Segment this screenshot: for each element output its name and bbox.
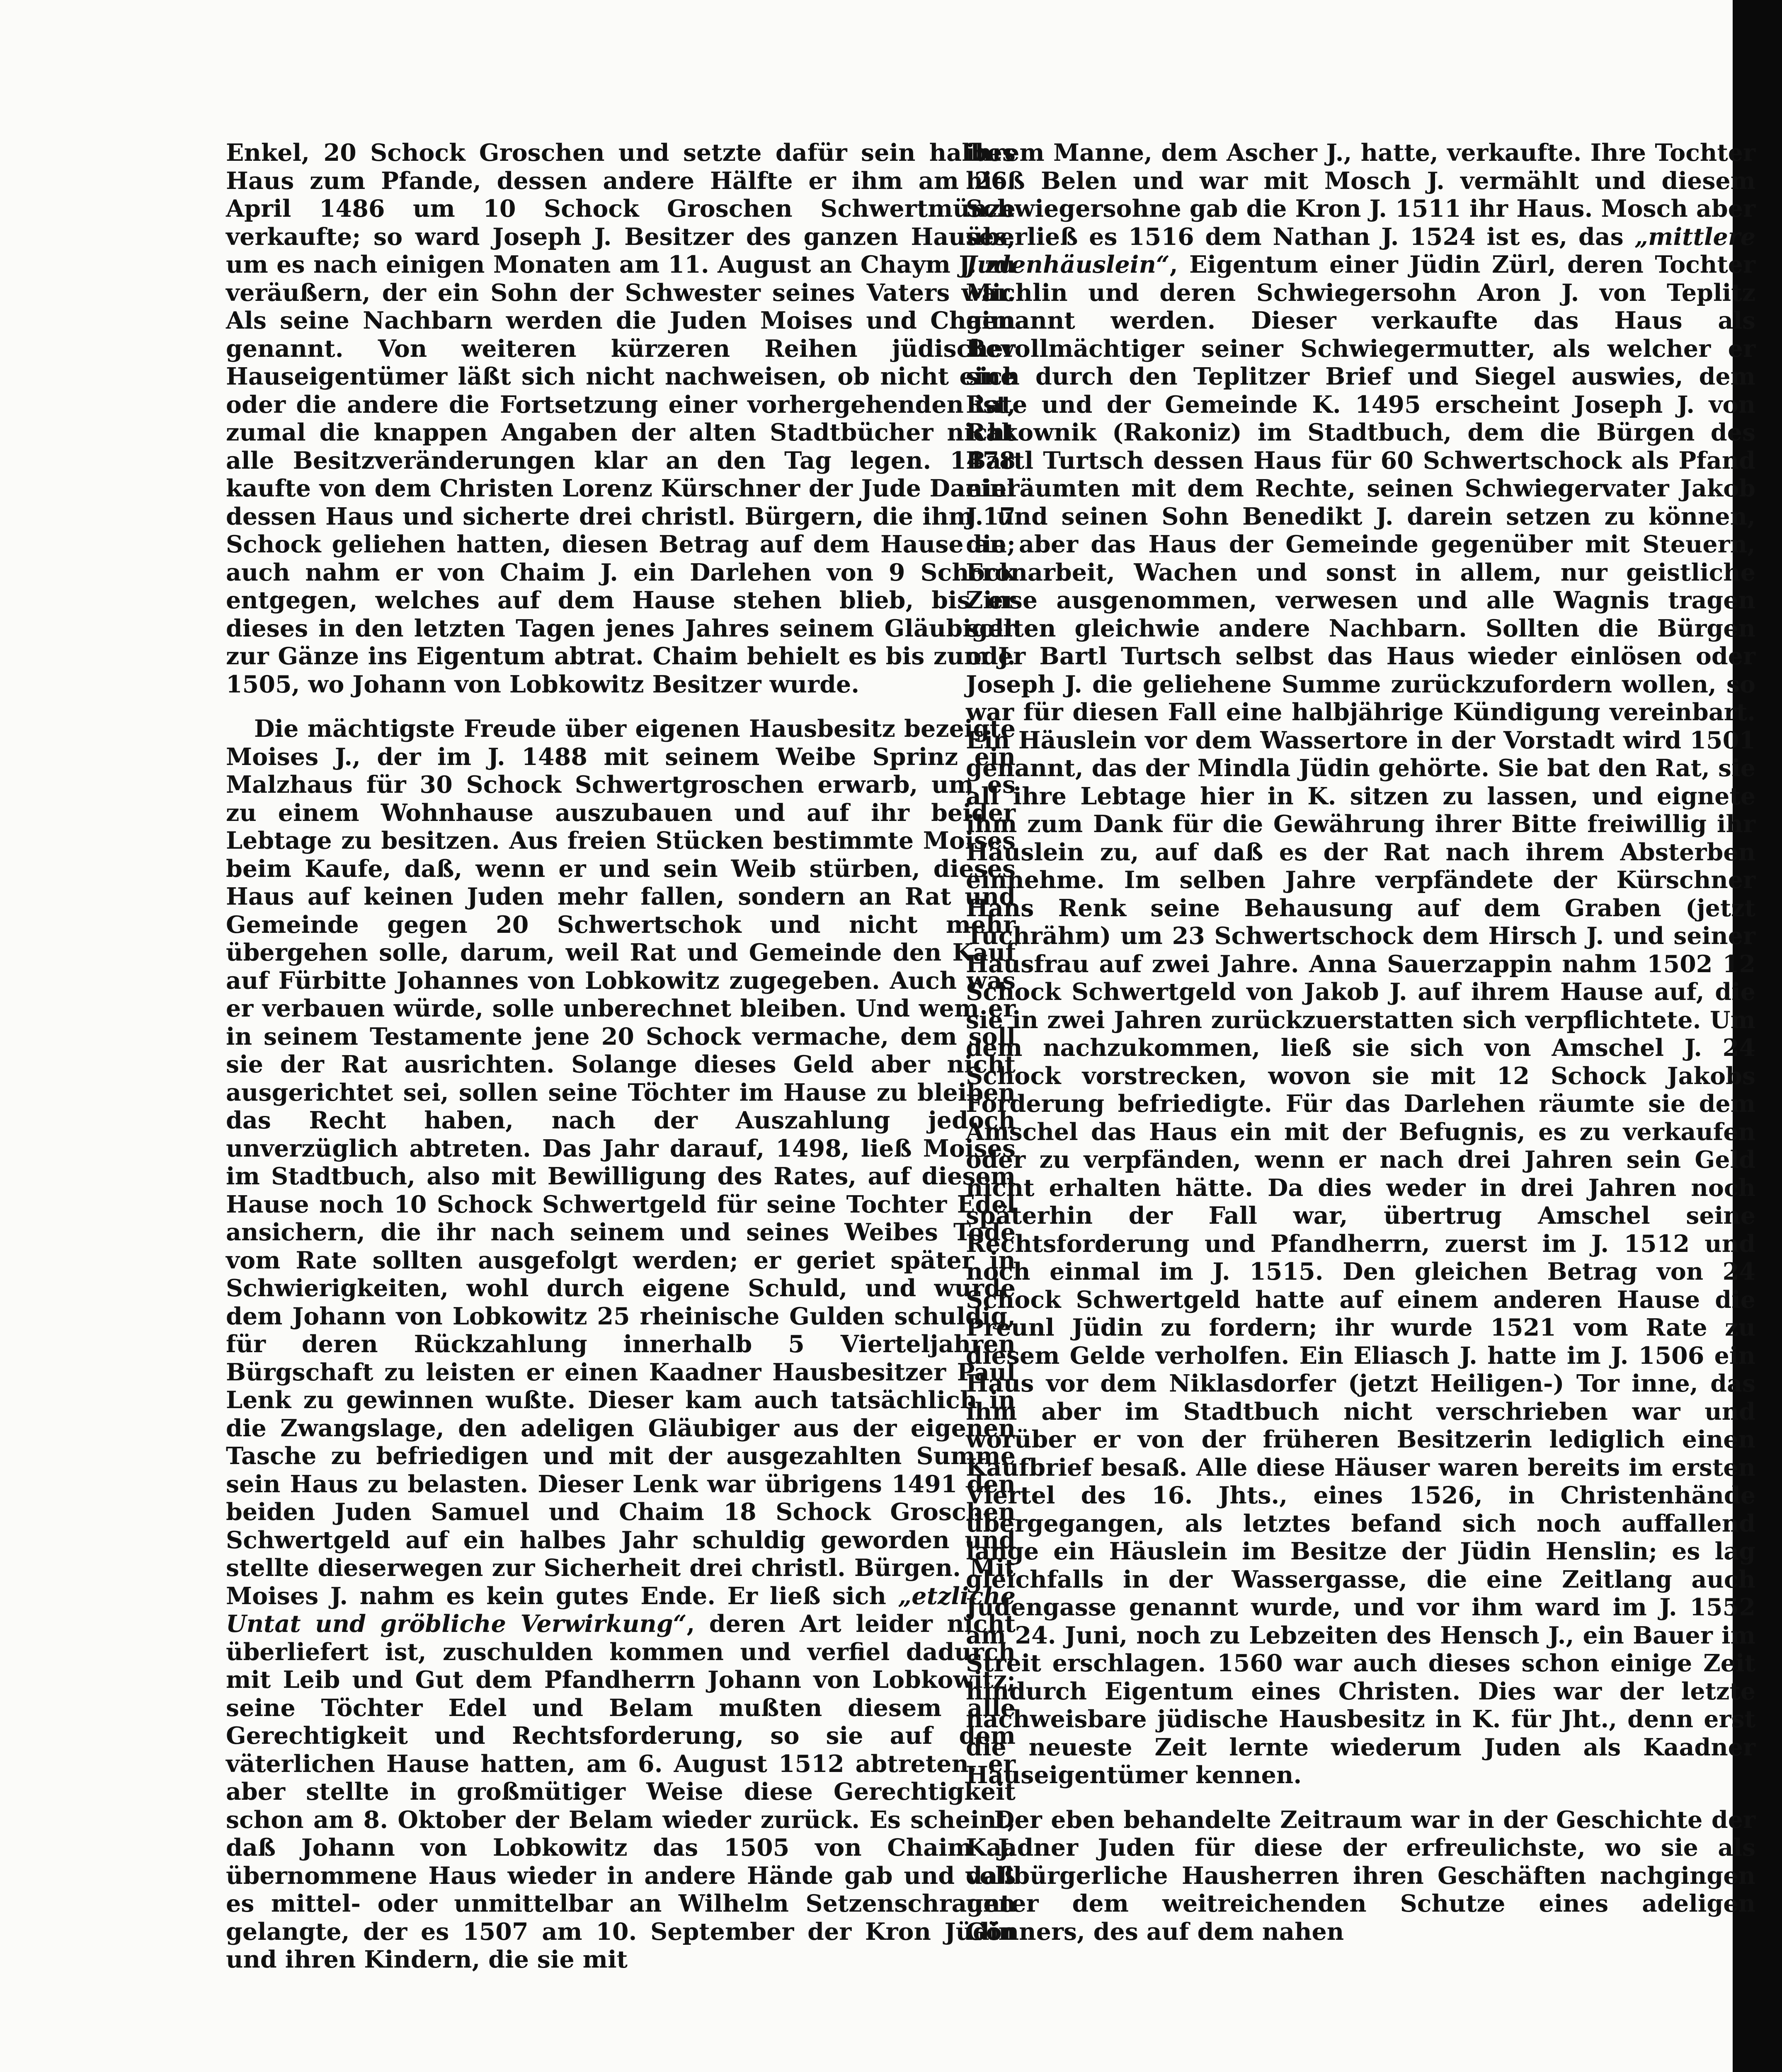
- paragraph-1: Enkel, 20 Schock Groschen und setzte dafür sein halbes Haus zum Pfande, dessen andere Hälfte er ihm am 26. April 1486 um 10 Schock Groschen Schwertmünze verkaufte; so ward Joseph J. Besitzer des ganzen Hauses, um es nach einigen Monaten am 11. August an Chaym J. zu veräußern, der ein Sohn der Schwester seines Vaters war. Als seine Nachbarn werden die Juden Moises und Chaim genannt. Von weiteren kürzeren Reihen jüdischer Hauseigentümer läßt sich nicht nachweisen, ob nicht eine oder die andere die Fortsetzung einer vorhergehenden ist, zumal die knappen Angaben der alten Stadtbücher nicht alle Besitzveränderungen klar an den Tag legen. 1478 kaufte von dem Christen Lorenz Kürschner der Jude Daniel dessen Haus und sicherte drei christl. Bürgern, die ihm 17 Schock geliehen hatten, diesen Betrag auf dem Hause an; auch nahm er von Chaim J. ein Darlehen von 9 Schock entgegen, welches auf dem Hause stehen blieb, bis er dieses in den letzten Tagen jenes Jahres seinem Gläubiger zur Gänze ins Eigentum abtrat. Chaim behielt es bis zum J. 1505, wo Johann von Lobkowitz Besitzer wurde.: [226, 139, 1016, 698]
- text-column-right: [966, 139, 1755, 1946]
- paragraph-2-part-2: , deren Art leider nicht überliefert ist, zuschulden kommen und verfiel dadurch mit Leib und Gut dem Pfandherrn Johann von Lobkowitz; seine Töchter Edel und Belam mußten diesem alle Gerechtigkeit und Rechtsforderung, so sie auf dem väterlichen Hause hatten, am 6. August 1512 abtreten, er aber stellte in großmütiger Weise diese Gerechtigkeit schon am 8. Oktober der Belam wieder zurück. Es scheint, daß Johann von Lobkowitz das 1505 von Chaim J. übernommene Haus wieder in andere Hände gab und daß es mittel- oder unmittelbar an Wilhelm Setzenschragen gelangte, der es 1507 am 10. September der Kron Jüdin und ihren Kindern, die sie mit: [226, 1610, 1016, 1973]
- quote-untat: „etzliche Untat und gröbliche Verwirkung“: [226, 1582, 1016, 1638]
- paragraph-3-part-1: ihrem Manne, dem Ascher J., hatte, verkaufte. Ihre Tochter hieß Belen und war mit Mosch J. vermählt und diesem Schwiegersohne gab die Kron J. 1511 ihr Haus. Mosch aber überließ es 1516 dem Nathan J. 1524 ist es, das: [966, 139, 1755, 251]
- paragraph-2: [226, 715, 1016, 1974]
- paragraph-3-part-2: , Eigentum einer Jüdin Zürl, deren Tochter Michlin und deren Schwiegersohn Aron J. von Teplitz genannt werden. Dieser verkaufte das Haus als Bevollmächtiger seiner Schwiegermutter, als welcher er sich durch den Teplitzer Brief und Siegel auswies, dem Rate und der Gemeinde K. 1495 erscheint Joseph J. von Rakownik (Rakoniz) im Stadtbuch, dem die Bürgen des Bartl Turtsch dessen Haus für 60 Schwertschock als Pfand einräumten mit dem Rechte, seinen Schwiegervater Jakob J. und seinen Sohn Benedikt J. darein setzen zu können, die aber das Haus der Gemeinde gegenüber mit Steuern, Fronarbeit, Wachen und sonst in allem, nur geistliche Zinse ausgenommen, verwesen und alle Wagnis tragen sollten gleichwie andere Nachbarn. Sollten die Bürgen oder Bartl Turtsch selbst das Haus wieder einlösen oder Joseph J. die geliehene Summe zurückzufordern wollen, so war für diesen Fall eine halbjährige Kündigung vereinbart. Ein Häuslein vor dem Wassertore in der Vorstadt wird 1501 genannt, das der Mindla Jüdin gehörte. Sie bat den Rat, sie all ihre Lebtage hier in K. sitzen zu lassen, und eignete ihm zum Dank für die Gewährung ihrer Bitte freiwillig ihr Häuslein zu, auf daß es der Rat nach ihrem Absterben einnehme. Im selben Jahre verpfändete der Kürschner Hans Renk seine Behausung auf dem Graben (jetzt Tuchrähm) um 23 Schwertschock dem Hirsch J. und seiner Hausfrau auf zwei Jahre. Anna Sauerzappin nahm 1502 12 Schock Schwertgeld von Jakob J. auf ihrem Hause auf, die sie in zwei Jahren zurückzuerstatten sich verpflichtete. Um dem nachzukommen, ließ sie sich von Amschel J. 24 Schock vorstrecken, wovon sie mit 12 Schock Jakobs Forderung befriedigte. Für das Darlehen räumte sie dem Amschel das Haus ein mit der Befugnis, es zu verkaufen oder zu verpfänden, wenn er nach drei Jahren sein Geld nicht erhalten hätte. Da dies weder in drei Jahren noch späterhin der Fall war, übertrug Amschel seine Rechtsforderung und Pfandherrn, zuerst im J. 1512 und noch einmal im J. 1515. Den gleichen Betrag von 24 Schock Schwertgeld hatte auf einem anderen Hause die Preunl Jüdin zu fordern; ihr wurde 1521 vom Rate zu diesem Gelde verholfen. Ein Eliasch J. hatte im J. 1506 ein Haus vor dem Niklasdorfer (jetzt Heiligen-) Tor inne, das ihm aber im Stadtbuch nicht verschrieben war und worüber er von der früheren Besitzerin lediglich einen Kaufbrief besaß. Alle diese Häuser waren bereits im ersten Viertel des 16. Jhts., eines 1526, in Christenhände übergegangen, als letztes befand sich noch auffallend lange ein Häuslein im Besitze der Jüdin Henslin; es lag gleichfalls in der Wassergasse, die eine Zeitlang auch Judengasse genannt wurde, und vor ihm ward im J. 1552 am 24. Juni, noch zu Lebzeiten des Hensch J., ein Bauer im Streit erschlagen. 1560 war auch dieses schon einige Zeit hindurch Eigentum eines Christen. Dies war der letzte nachweisbare jüdische Hausbesitz in K. für Jht., denn erst die neueste Zeit lernte wiederum Juden als Kaadner Hauseigentümer kennen.: [966, 251, 1755, 1789]
- paragraph-4: Der eben behandelte Zeitraum war in der Geschichte der Kaadner Juden für diese der erfreulichste, wo sie als vollbürgerliche Hausherren ihren Geschäften nachgingen unter dem weitreichenden Schutze eines adeligen Gönners, des auf dem nahen: [966, 1806, 1755, 1946]
- paragraph-2-part-1: Die mächtigste Freude über eigenen Hausbesitz bezeigte Moises J., der im J. 1488 mit seinem Weibe Sprinz ein Malzhaus für 30 Schock Schwertgroschen erwarb, um es zu einem Wohnhause auszubauen und auf ihr beider Lebtage zu besitzen. Aus freien Stücken bestimmte Moises beim Kaufe, daß, wenn er und sein Weib stürben, dieses Haus auf keinen Juden mehr fallen, sondern an Rat und Gemeinde gegen 20 Schwertschok und nicht mehr übergehen solle, darum, weil Rat und Gemeinde den Kauf auf Fürbitte Johannes von Lobkowitz zugegeben. Auch was er verbauen würde, solle unberechnet bleiben. Und wem er in seinem Testamente jene 20 Schock vermache, dem soll sie der Rat ausrichten. Solange dieses Geld aber nicht ausgerichtet sei, sollen seine Töchter im Hause zu bleiben das Recht haben, nach der Auszahlung jedoch unverzüglich abtreten. Das Jahr darauf, 1498, ließ Moises im Stadtbuch, also mit Bewilligung des Rates, auf diesem Hause noch 10 Schock Schwertgeld für seine Tochter Edel ansichern, die ihr nach seinem und seines Weibes Tode vom Rate sollten ausgefolgt werden; er geriet später in Schwierigkeiten, wohl durch eigene Schuld, und wurde dem Johann von Lobkowitz 25 rheinische Gulden schuldig, für deren Rückzahlung innerhalb 5 Vierteljahren Bürgschaft zu leisten er einen Kaadner Hausbesitzer Paul Lenk zu gewinnen wußte. Dieser kam auch tatsächlich in die Zwangslage, den adeligen Gläubiger aus der eigenen Tasche zu befriedigen und mit der ausgezahlten Summe sein Haus zu belasten. Dieser Lenk war übrigens 1491 den beiden Juden Samuel und Chaim 18 Schock Groschen Schwertgeld auf ein halbes Jahr schuldig geworden und stellte dieserwegen zur Sicherheit drei christl. Bürgen. Mit Moises J. nahm es kein gutes Ende. Er ließ sich: [226, 715, 1016, 1610]
- paragraph-3: [966, 139, 1755, 1789]
- text-column-left: [226, 139, 1016, 1974]
- quote-judenhaeuslein: „mittlere Judenhäuslein“: [966, 223, 1755, 278]
